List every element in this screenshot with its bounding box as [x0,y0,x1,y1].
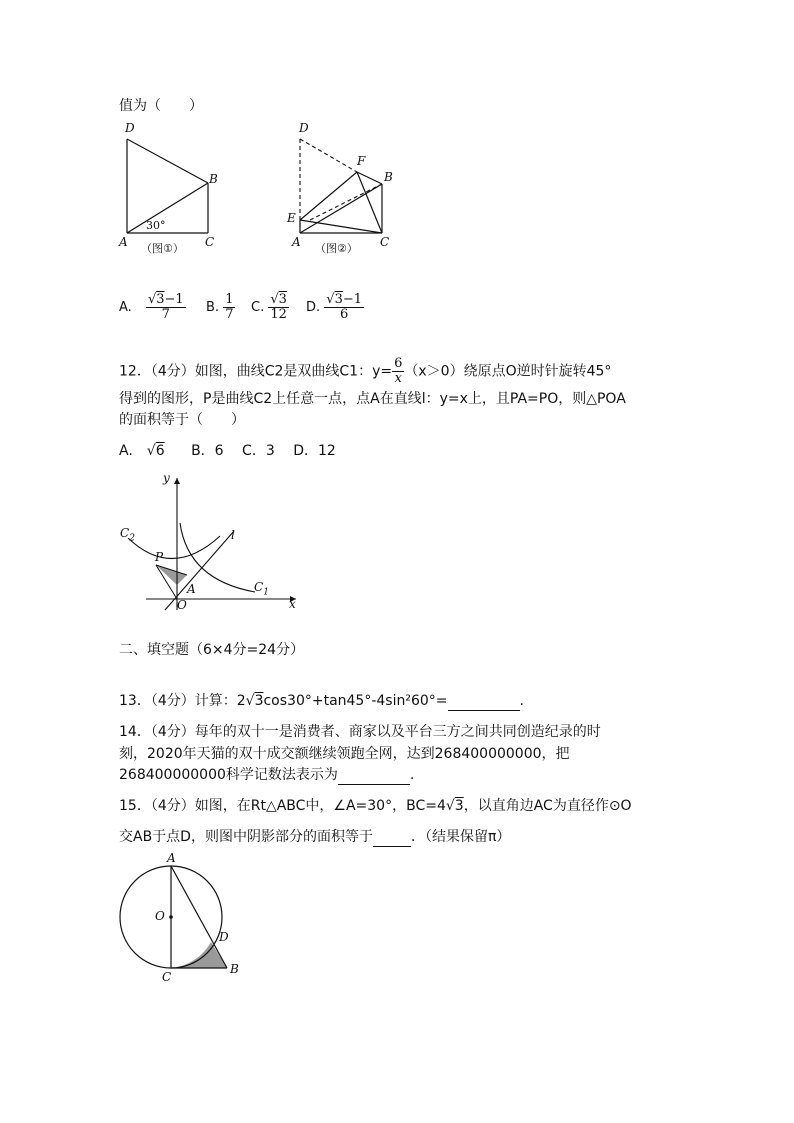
fig1-label-D: D [125,121,135,135]
q15-line-1: 15．（4分）如图，在Rt△ABC中，∠A=30°，BC=4√3，以直角边AC为直径作⊙O [119,798,632,814]
q12-option-c: C．3 [242,443,275,459]
q11-option-a: A. $\frac{√3-1}{7}$ [119,292,184,322]
fig2-label-F: F [357,154,366,168]
fig1-label-A: A [119,235,128,249]
q12-fig-label-O: O [177,598,187,612]
q12-fig-label-C2: $C_2$ [120,526,135,544]
fig1-caption: （图①） [141,242,184,255]
q15-fig-label-C: C [162,970,172,984]
q12-option-b: B．6 [191,443,224,459]
q12-options [119,441,336,461]
q15-fig-label-A: A [167,851,176,865]
fig2-caption: （图②） [315,242,358,255]
q14-answer-blank[interactable] [338,770,410,785]
fig1-label-C: C [205,235,215,249]
q14-line-2: 刻，2020年天猫的双十成交额继续领跑全网，达到268400000000，把 [119,746,570,762]
q12-fig-label-y: y [163,471,170,485]
q14-line-1: 14．（4分）每年的双十一是消费者、商家以及平台三方之间共同创造纪录的时 [119,724,601,740]
q15-line-2: 交AB于点D，则图中阴影部分的面积等于 ．（结果保留π） [119,829,511,845]
q13: 13．（4分）计算：2√3cos30°+tan45°-4sin²60°= . [119,693,524,709]
q12-line-1: 12．（4分）如图，曲线C2是双曲线C1：y= $\frac{6}{x}$ （x＞0）绕原点O逆时针旋转45° [119,356,612,386]
q12-fig-label-x: x [289,597,296,611]
q11-option-d: D. $\frac{√3-1}{6}$ [306,292,363,322]
q12-option-d: D．12 [293,443,336,459]
q11-stem-tail: 值为（ ） [119,98,203,114]
q15-fig-label-B: B [230,962,239,976]
section-2-heading: 二、填空题（6×4分=24分） [119,642,305,658]
fig1-angle-label: 30° [146,219,166,232]
q11-option-b: B. $\frac{1}{7}$ [206,292,234,322]
fig1-label-B: B [209,172,218,186]
q15-answer-blank[interactable] [373,832,411,847]
q14-line-3: 268400000000科学记数法表示为 . [119,767,415,783]
fig2-label-E: E [287,211,296,225]
fig2-label-B: B [384,170,393,184]
q15-fig-label-O: O [155,909,165,923]
q12-fig-label-C1: $C_1$ [254,580,269,598]
q12-line-2: 得到的图形，P是曲线C2上任意一点，点A在直线l：y=x上，且PA=PO，则△POA [119,391,626,407]
fig2-label-D: D [299,121,309,135]
q12-line-3: 的面积等于（ ） [119,412,245,428]
q15-fig-label-D: D [219,930,229,944]
q12-fig-label-l: l [231,528,235,542]
q12-fig-label-P: P [155,550,164,564]
q12-figure [110,468,310,618]
q12-fig-label-A: A [187,582,196,596]
fig2-label-A: A [292,235,301,249]
q11-option-c: C. $\frac{√3}{12}$ [251,292,287,322]
q13-answer-blank[interactable] [448,696,520,711]
q12-option-a: A. √6 [119,443,165,459]
fig2-label-C: C [380,235,390,249]
